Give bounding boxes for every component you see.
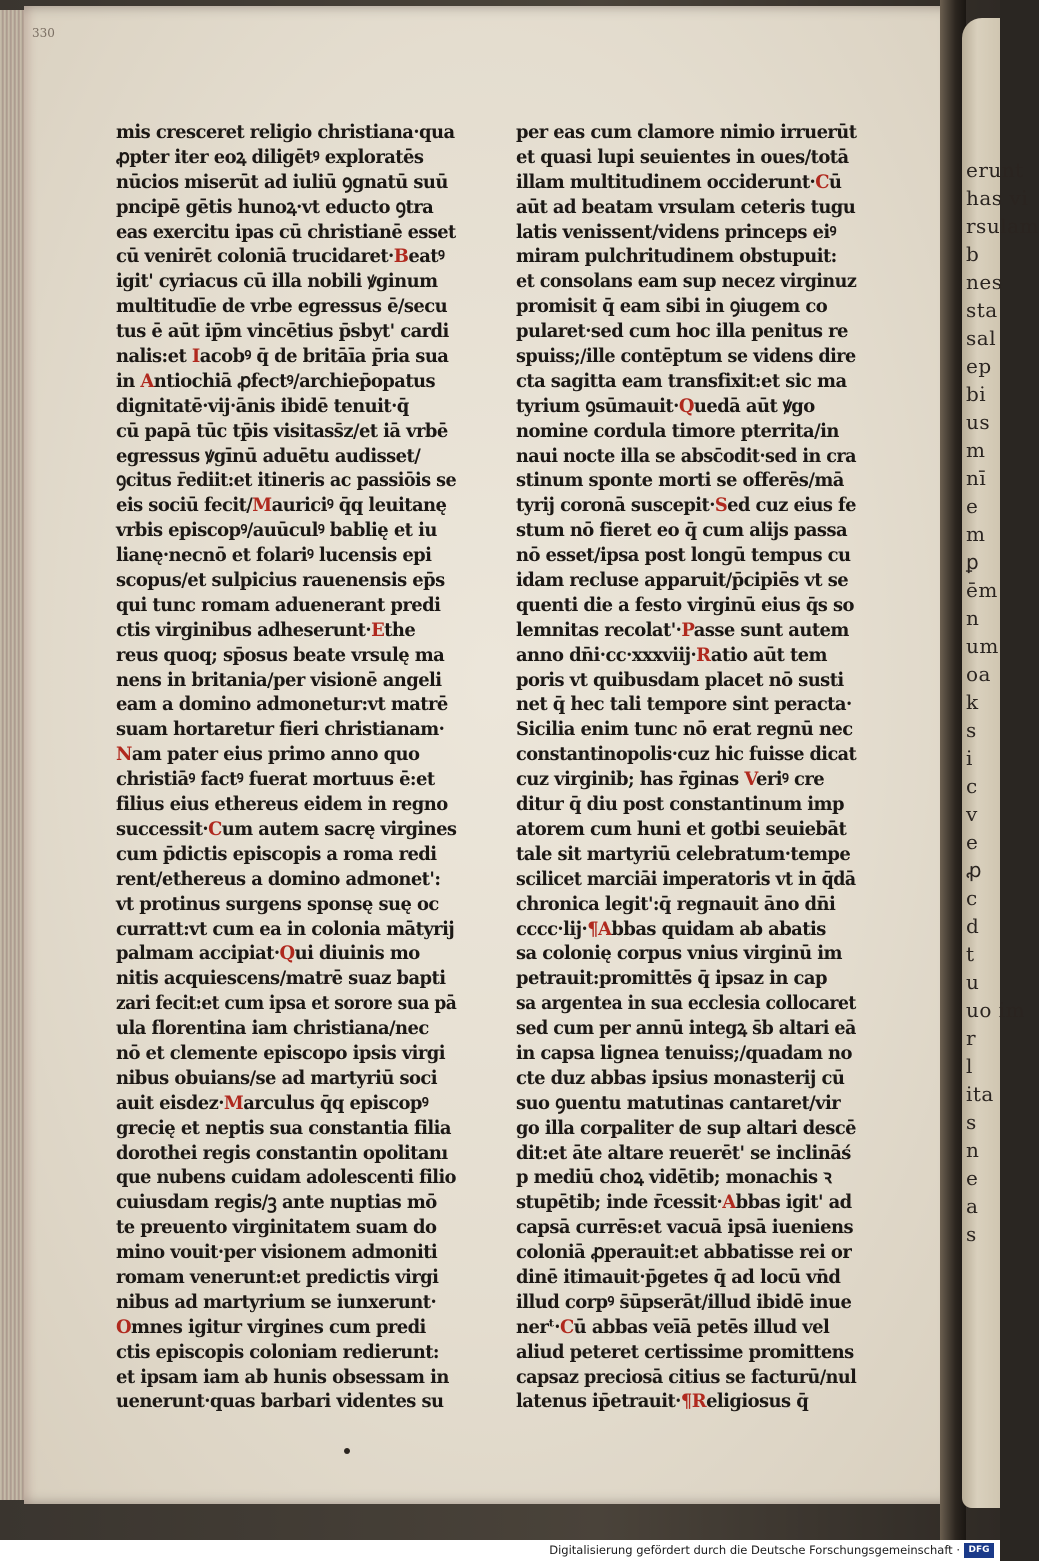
adjacent-page-fragment: s: [966, 1222, 977, 1246]
left-text-column: [116, 120, 476, 1414]
adjacent-page-fragment: c: [966, 774, 978, 798]
adjacent-page-fragment: ēm: [966, 578, 998, 602]
text-line: [516, 1215, 856, 1240]
text-run: sa colonię corpus vnius virginū im: [516, 942, 842, 965]
text-run: lemnitas recolat'·: [516, 618, 682, 641]
text-run: vrbis episcopꝰ/auūculꝰ bablię et iu: [116, 519, 437, 542]
text-line: [516, 892, 856, 917]
text-run: dorothei regis constantin opolitanı: [116, 1141, 448, 1164]
text-line: [516, 618, 856, 643]
adjacent-page-fragment: nes: [966, 270, 1003, 294]
rubric-initial: N: [116, 743, 132, 766]
text-run: successit·: [116, 817, 209, 840]
text-run: cta sagitta eam transfixit:et sic ma: [516, 369, 847, 392]
text-line: [116, 867, 456, 892]
text-line: [116, 742, 456, 767]
text-line: [116, 643, 456, 668]
text-run: cuiusdam regis/ꝫ ante nuptias mō: [116, 1191, 437, 1214]
text-line: [116, 991, 457, 1016]
rubric-initial: R: [696, 643, 711, 666]
adjacent-page-fragment: t: [966, 942, 975, 966]
text-run: net q̄ hec tali tempore sint peracta·: [516, 693, 852, 716]
text-line: [516, 966, 856, 991]
text-line: [116, 1066, 456, 1091]
text-run: in capsa lignea tenuiss;/quadam no: [516, 1041, 852, 1064]
text-run: ntiochiā ꝓfectꝰ/archiep̄opatus: [153, 369, 436, 392]
text-run: in: [116, 369, 141, 392]
text-run: pncipē gētis hunoꝝ·vt educto ꝯtra: [116, 195, 434, 218]
text-line: [516, 941, 856, 966]
adjacent-page-fragment: s: [966, 1110, 977, 1134]
text-run: nomine cordula timore pterrita/in: [516, 419, 839, 442]
text-line: [516, 369, 856, 394]
text-run: dignitatē·vij·ānis ibidē tenuit·q̄: [116, 394, 409, 417]
rubric-initial: C: [815, 170, 829, 193]
text-line: [116, 319, 456, 344]
text-run: cū venirēt coloniā trucidaret·: [116, 245, 394, 268]
text-run: go illa corpaliter de sup altari descē: [516, 1116, 856, 1139]
text-line: [116, 941, 456, 966]
text-line: [116, 1340, 456, 1365]
text-run: illam multitudinem occiderunt·: [516, 170, 816, 193]
text-line: [516, 1165, 856, 1190]
text-line: [516, 145, 856, 170]
text-run: naui nocte illa se absc̄odit·sed in cra: [516, 444, 856, 467]
text-run: lianę·necnō et folariꝰ lucensis epi: [116, 544, 432, 567]
text-line: [516, 767, 856, 792]
text-run: nō et clemente episcopo ipsis virgi: [116, 1041, 446, 1064]
text-line: [516, 1016, 856, 1041]
text-run: coloniā ꝓperauit:et abbatisse rei or: [516, 1241, 852, 1264]
text-line: [116, 1215, 456, 1240]
text-line: [516, 1141, 856, 1166]
adjacent-page-fragment: ꝑ: [966, 550, 980, 574]
adjacent-page-fragment: n: [966, 606, 980, 630]
text-line: [116, 394, 456, 419]
adjacent-page-fragment: rsulam: [966, 214, 1039, 238]
text-line: [516, 867, 856, 892]
text-line: [116, 717, 456, 742]
text-line: [116, 792, 456, 817]
adjacent-page-fragment: b: [966, 242, 980, 266]
text-line: [116, 493, 456, 518]
text-line: [516, 643, 856, 668]
text-run: am pater eius primo anno quo: [131, 743, 420, 766]
text-run: scilicet marciāi imperatoris vt in q̄dā: [516, 867, 856, 890]
text-run: auit eisdez·: [116, 1091, 224, 1114]
text-run: chronica legit':q̄ regnauit āno dn̄i: [516, 892, 836, 915]
text-run: Sicilia enim tunc nō erat regnū nec: [516, 718, 853, 741]
text-line: [516, 518, 856, 543]
text-run: filius eius ethereus eidem in regno: [116, 793, 448, 816]
text-line: [516, 692, 856, 717]
text-line: [116, 1389, 456, 1414]
text-run: cte duz abbas ipsius monasterij cū: [516, 1066, 845, 1089]
text-line: [116, 966, 456, 991]
text-run: nibus obuians/se ad martyriū soci: [116, 1066, 438, 1089]
text-line: [516, 195, 856, 220]
text-run: capsaz preciosā citius se facturū/nul: [516, 1365, 857, 1388]
text-run: nerᵗ·: [516, 1315, 560, 1338]
adjacent-page-fragment: um: [966, 634, 999, 658]
text-line: [116, 220, 456, 245]
text-run: et consolans eam sup necez virginuz: [516, 270, 857, 293]
rubric-initial: M: [252, 494, 272, 517]
text-line: [516, 991, 856, 1016]
adjacent-page-fragment: e: [966, 494, 979, 518]
text-line: [116, 294, 456, 319]
adjacent-page-fragment: m: [966, 522, 986, 546]
text-run: mino vouit·per visionem admoniti: [116, 1241, 438, 1264]
text-line: [516, 1116, 856, 1141]
text-line: [116, 1091, 456, 1116]
text-run: asse sunt autem: [693, 618, 849, 641]
text-run: latenus ip̄etrauit·: [516, 1390, 681, 1413]
text-line: [516, 269, 857, 294]
text-line: [116, 817, 455, 842]
rubric-initial: I: [191, 345, 200, 368]
text-run: palmam accipiat·: [116, 942, 280, 965]
text-line: [516, 1041, 856, 1066]
adjacent-page-fragment: ita: [966, 1082, 994, 1106]
text-line: [516, 1389, 856, 1414]
text-run: reus quoq; sp̄osus beate vrsulę ma: [116, 643, 445, 666]
adjacent-page-fragment: ꝓ: [966, 858, 982, 882]
text-run: uedā aūt ꝟgo: [693, 394, 815, 417]
adjacent-page-fragment: m: [966, 438, 986, 462]
text-run: que nubens cuidam adolescenti filio: [116, 1166, 456, 1189]
adjacent-page-fragment: has vi: [966, 186, 1029, 210]
text-run: idam recluse apparuit/p̄cipiēs vt se: [516, 569, 849, 592]
text-run: zari fecit:et cum ipsa et sorore sua pā: [116, 992, 457, 1015]
adjacent-page-fragment: d: [966, 914, 980, 938]
text-line: [516, 170, 856, 195]
text-run: cum p̄dictis episcopis a roma redi: [116, 842, 437, 865]
text-run: sa argentea in sua ecclesia collocaret: [516, 992, 856, 1015]
text-run: atorem cum huni et gotbi seuiebāt: [516, 817, 847, 840]
text-run: per eas cum clamore nimio irruerūt: [516, 121, 857, 143]
rubric-initial: Q: [279, 942, 295, 965]
text-line: [116, 170, 456, 195]
text-line: [116, 369, 456, 394]
adjacent-page-fragment: l: [966, 1054, 973, 1078]
text-run: rent/ethereus a domino admonet':: [116, 867, 441, 890]
text-run: tyrij coronā suscepit·: [516, 494, 715, 517]
text-run: eam a domino admonetur:vt matrē: [116, 693, 448, 716]
text-line: [516, 792, 856, 817]
text-line: [516, 593, 856, 618]
footer-bar: [0, 1540, 1000, 1561]
text-line: [116, 518, 456, 543]
text-line: [116, 692, 456, 717]
text-line: [116, 120, 456, 145]
text-run: acobꝰ q̄ de britāīa p̄ria sua: [199, 345, 449, 368]
text-run: aūt ad beatam vrsulam ceteris tugu: [516, 195, 856, 218]
text-run: bbas quidam ab abatis: [611, 917, 826, 940]
text-line: [116, 269, 456, 294]
text-line: [516, 120, 855, 145]
text-run: ū: [828, 170, 842, 193]
text-line: [516, 344, 856, 369]
text-line: [516, 543, 856, 568]
text-run: nibus ad martyrium se iunxerunt·: [116, 1290, 437, 1313]
text-run: romam venerunt:et predictis virgi: [116, 1265, 439, 1288]
text-run: ꝓpter iter eoꝝ diligētꝰ exploratēs: [116, 145, 424, 168]
text-run: arculus q̄q episcopꝰ: [243, 1091, 429, 1114]
text-line: [116, 1141, 456, 1166]
text-line: [516, 1091, 856, 1116]
text-run: ui diuinis mo: [294, 942, 420, 965]
adjacent-page-fragment: u: [966, 970, 980, 994]
text-run: ed cuz eius fe: [727, 494, 856, 517]
text-run: nūcios miserūt ad iuliū ꝯgnatū suū: [116, 170, 448, 193]
text-line: [516, 493, 854, 518]
text-run: auriciꝰ q̄q leuitanę: [271, 494, 447, 517]
text-run: stum nō fieret eo q̄ cum alijs passa: [516, 519, 848, 542]
text-line: [116, 892, 456, 917]
text-line: [516, 917, 856, 942]
dfg-logo-icon: DFG: [964, 1543, 994, 1558]
text-run: uenerunt·quas barbari videntes su: [116, 1390, 444, 1413]
adjacent-page-fragment: i: [966, 746, 973, 770]
text-run: miram pulchritudinem obstupuit:: [516, 245, 837, 268]
text-line: [516, 244, 856, 269]
text-run: quenti die a festo virginū eius q̄s so: [516, 593, 854, 616]
footer-credit: Digitalisierung gefördert durch die Deutsche Forschungsgemeinschaft ·: [549, 1543, 960, 1557]
text-run: eriꝰ cre: [756, 768, 825, 791]
text-run: scopus/et sulpicius rauenensis ep̄s: [116, 569, 445, 592]
text-run: cuz virginib; has r̄ginas: [516, 768, 745, 791]
text-line: [516, 668, 856, 693]
text-run: nens in britania/per visionē angeli: [116, 668, 442, 691]
rubric-initial: A: [140, 369, 154, 392]
text-line: [116, 568, 456, 593]
text-run: p mediū choꝝ vidētib; monachis ꝛ: [516, 1166, 832, 1189]
text-run: stinum sponte morti se offerēs/mā: [516, 469, 844, 492]
text-run: et ipsam iam ab hunis obsessam in: [116, 1365, 449, 1388]
text-run: ditur q̄ diu post constantinum imp: [516, 793, 844, 816]
text-line: [116, 767, 456, 792]
text-run: stupētib; inde r̄cessit·: [516, 1191, 723, 1214]
text-run: petrauit:promittēs q̄ ipsaz in cap: [516, 967, 827, 990]
text-run: et quasi lupi seuientes in oues/totā: [516, 145, 849, 168]
rubric-initial: Q: [678, 394, 694, 417]
text-line: [116, 145, 456, 170]
text-line: [516, 817, 856, 842]
text-line: [516, 444, 856, 469]
text-line: [516, 1340, 856, 1365]
text-run: mnes igitur virgines cum predi: [131, 1315, 426, 1338]
rubric-initial: V: [744, 768, 757, 791]
text-line: [516, 842, 856, 867]
text-run: te preuento virginitatem suam do: [116, 1216, 437, 1239]
text-run: um autem sacrę virgines: [221, 817, 457, 840]
text-line: [116, 344, 456, 369]
text-line: [116, 1290, 456, 1315]
text-run: ctis virginibus adheserunt·: [116, 618, 372, 641]
text-line: [116, 419, 456, 444]
text-line: [516, 319, 856, 344]
text-line: [116, 593, 456, 618]
text-line: [116, 1016, 456, 1041]
text-run: grecię et neptis sua constantia filia: [116, 1116, 451, 1139]
text-run: ula florentina iam christiana/nec: [116, 1017, 429, 1040]
text-line: [116, 618, 456, 643]
text-run: cū papā tūc tp̄is visitass̄z/et iā vrbē: [116, 419, 448, 442]
text-run: christiāꝰ factꝰ fuerat mortuus ē:et: [116, 768, 435, 791]
text-run: tus ē aūt ip̄m vincētius p̄sbyt' cardi: [116, 320, 449, 343]
text-run: bbas igit' ad: [735, 1191, 852, 1214]
text-line: [516, 220, 856, 245]
text-line: [116, 1116, 456, 1141]
text-run: pularet·sed cum hoc illa penitus re: [516, 320, 848, 343]
page-dot-mark: [344, 1448, 350, 1454]
adjacent-page-fragment: k: [966, 690, 979, 714]
text-run: sed cum per annū integꝝ s̄b altari eā: [516, 1017, 856, 1040]
adjacent-page-fragment: nī: [966, 466, 987, 490]
adjacent-page-fragment: bi: [966, 382, 987, 406]
adjacent-page-fragment: us: [966, 410, 991, 434]
text-run: anno dn̄i·cc·xxxviij·: [516, 643, 697, 666]
text-line: [516, 1365, 857, 1390]
text-run: tale sit martyriū celebratum·tempe: [516, 842, 851, 865]
text-line: [516, 742, 857, 767]
text-line: [516, 394, 856, 419]
text-line: [116, 195, 456, 220]
text-run: atio aūt tem: [710, 643, 827, 666]
text-line: [516, 419, 856, 444]
text-line: [116, 1265, 456, 1290]
adjacent-page-fragment: a: [966, 1194, 979, 1218]
rubric-initial: C: [208, 817, 222, 840]
text-run: aliud peteret certissime promittens: [516, 1340, 854, 1363]
text-run: nalis:et: [116, 345, 192, 368]
rubric-initial: C: [559, 1315, 574, 1338]
text-run: eligiosus q̄: [706, 1390, 809, 1413]
adjacent-page-fragment: oa: [966, 662, 991, 686]
text-line: [516, 568, 856, 593]
rubric-initial: A: [722, 1191, 736, 1214]
text-run: vt protinus surgens sponsę suę oc: [116, 892, 439, 915]
adjacent-page-fragment: e: [966, 1166, 979, 1190]
rubric-initial: O: [116, 1315, 132, 1338]
text-run: multitudīe de vrbe egressus ē/secu: [116, 295, 448, 318]
text-line: [516, 468, 856, 493]
text-run: spuiss;/ille contēptum se videns dire: [516, 345, 856, 368]
text-line: [516, 1240, 856, 1265]
text-run: promisit q̄ eam sibi in ꝯiugem co: [516, 295, 828, 318]
text-run: egressus ꝟgīnū aduētu audisset/: [116, 444, 421, 467]
adjacent-page-fragment: c: [966, 886, 978, 910]
text-line: [116, 1165, 456, 1190]
right-text-column: [516, 120, 876, 1414]
text-run: nō esset/ipsa post longū tempus cu: [516, 544, 851, 567]
text-line: [116, 1190, 456, 1215]
adjacent-page-fragment: n: [966, 1138, 980, 1162]
adjacent-page-fragment: sal: [966, 326, 997, 350]
rubric-initial: E: [371, 618, 385, 641]
text-line: [116, 1240, 456, 1265]
adjacent-page-fragment: e: [966, 830, 979, 854]
text-line: [516, 1265, 856, 1290]
text-run: cccc·lij·: [516, 917, 588, 940]
text-line: [116, 1041, 456, 1066]
adjacent-page-fragment: ep: [966, 354, 992, 378]
adjacent-page-fragment: v: [966, 802, 978, 826]
text-line: [516, 1190, 856, 1215]
text-line: [516, 1315, 856, 1340]
text-run: capsā currēs:et vacuā ipsā iueniens: [516, 1216, 854, 1239]
adjacent-page-fragment: s: [966, 718, 977, 742]
text-line: [516, 1290, 856, 1315]
text-line: [116, 444, 456, 469]
text-run: suo ꝯuentu matutinas cantaret/vir: [516, 1091, 841, 1114]
text-run: dinē itimauit·p̄getes q̄ ad locū vn̄d: [516, 1265, 841, 1288]
text-line: [116, 1315, 456, 1340]
text-run: eatꝰ: [408, 245, 445, 268]
text-run: the: [384, 618, 416, 641]
text-line: [116, 244, 456, 269]
text-run: tyrium ꝯsūmauit·: [516, 394, 679, 417]
rubric-initial: ¶R: [680, 1390, 707, 1413]
text-line: [116, 543, 456, 568]
adjacent-page-fragment: erunt: [966, 158, 1024, 182]
rubric-initial: P: [681, 618, 694, 641]
text-run: qui tunc romam aduenerant predi: [116, 593, 441, 616]
text-run: illud corpꝰ s̄ūpserāt/illud ibidē inue: [516, 1290, 852, 1313]
text-run: nitis acquiescens/matrē suaz bapti: [116, 967, 446, 990]
text-run: poris vt quibusdam placet nō susti: [516, 668, 844, 691]
text-run: mis cresceret religio christiana·qua: [116, 121, 455, 143]
rubric-initial: B: [393, 245, 409, 268]
text-run: ū abbas veīā petēs illud vel: [573, 1315, 830, 1338]
text-run: suam hortaretur fieri christianam·: [116, 718, 445, 741]
text-run: constantinopolis·cuz hic fuisse dicat: [516, 743, 857, 766]
text-run: igit' cyriacus cū illa nobili ꝟginum: [116, 270, 438, 293]
rubric-initial: M: [223, 1091, 244, 1114]
text-run: ctis episcopis coloniam redierunt:: [116, 1340, 439, 1363]
rubric-initial: ¶A: [587, 917, 612, 940]
rubric-initial: S: [714, 494, 728, 517]
text-run: eas exercitu ipas cū christianē esset: [116, 220, 456, 243]
text-line: [516, 294, 856, 319]
text-line: [116, 842, 456, 867]
text-run: curratt:vt cum ea in colonia mātyrij: [116, 917, 455, 940]
text-line: [116, 668, 456, 693]
text-line: [516, 1066, 856, 1091]
text-run: eis sociū fecit/: [116, 494, 253, 517]
text-run: latis venissent/videns princeps eiꝰ: [516, 220, 836, 243]
text-line: [116, 917, 456, 942]
adjacent-page: [962, 18, 1039, 1508]
text-run: dit:et āte altare reuerēt' se inclināś: [516, 1141, 851, 1164]
text-line: [116, 1365, 456, 1390]
text-line: [516, 717, 856, 742]
text-line: [116, 468, 457, 493]
adjacent-page-fragment: r: [966, 1026, 977, 1050]
adjacent-page-fragment: sta: [966, 298, 998, 322]
folio-number: 330: [32, 26, 55, 40]
text-run: ꝯcitus r̄ediit:et itineris ac passiōis se: [116, 469, 457, 492]
adjacent-page-fragment: uo im: [966, 998, 1026, 1022]
